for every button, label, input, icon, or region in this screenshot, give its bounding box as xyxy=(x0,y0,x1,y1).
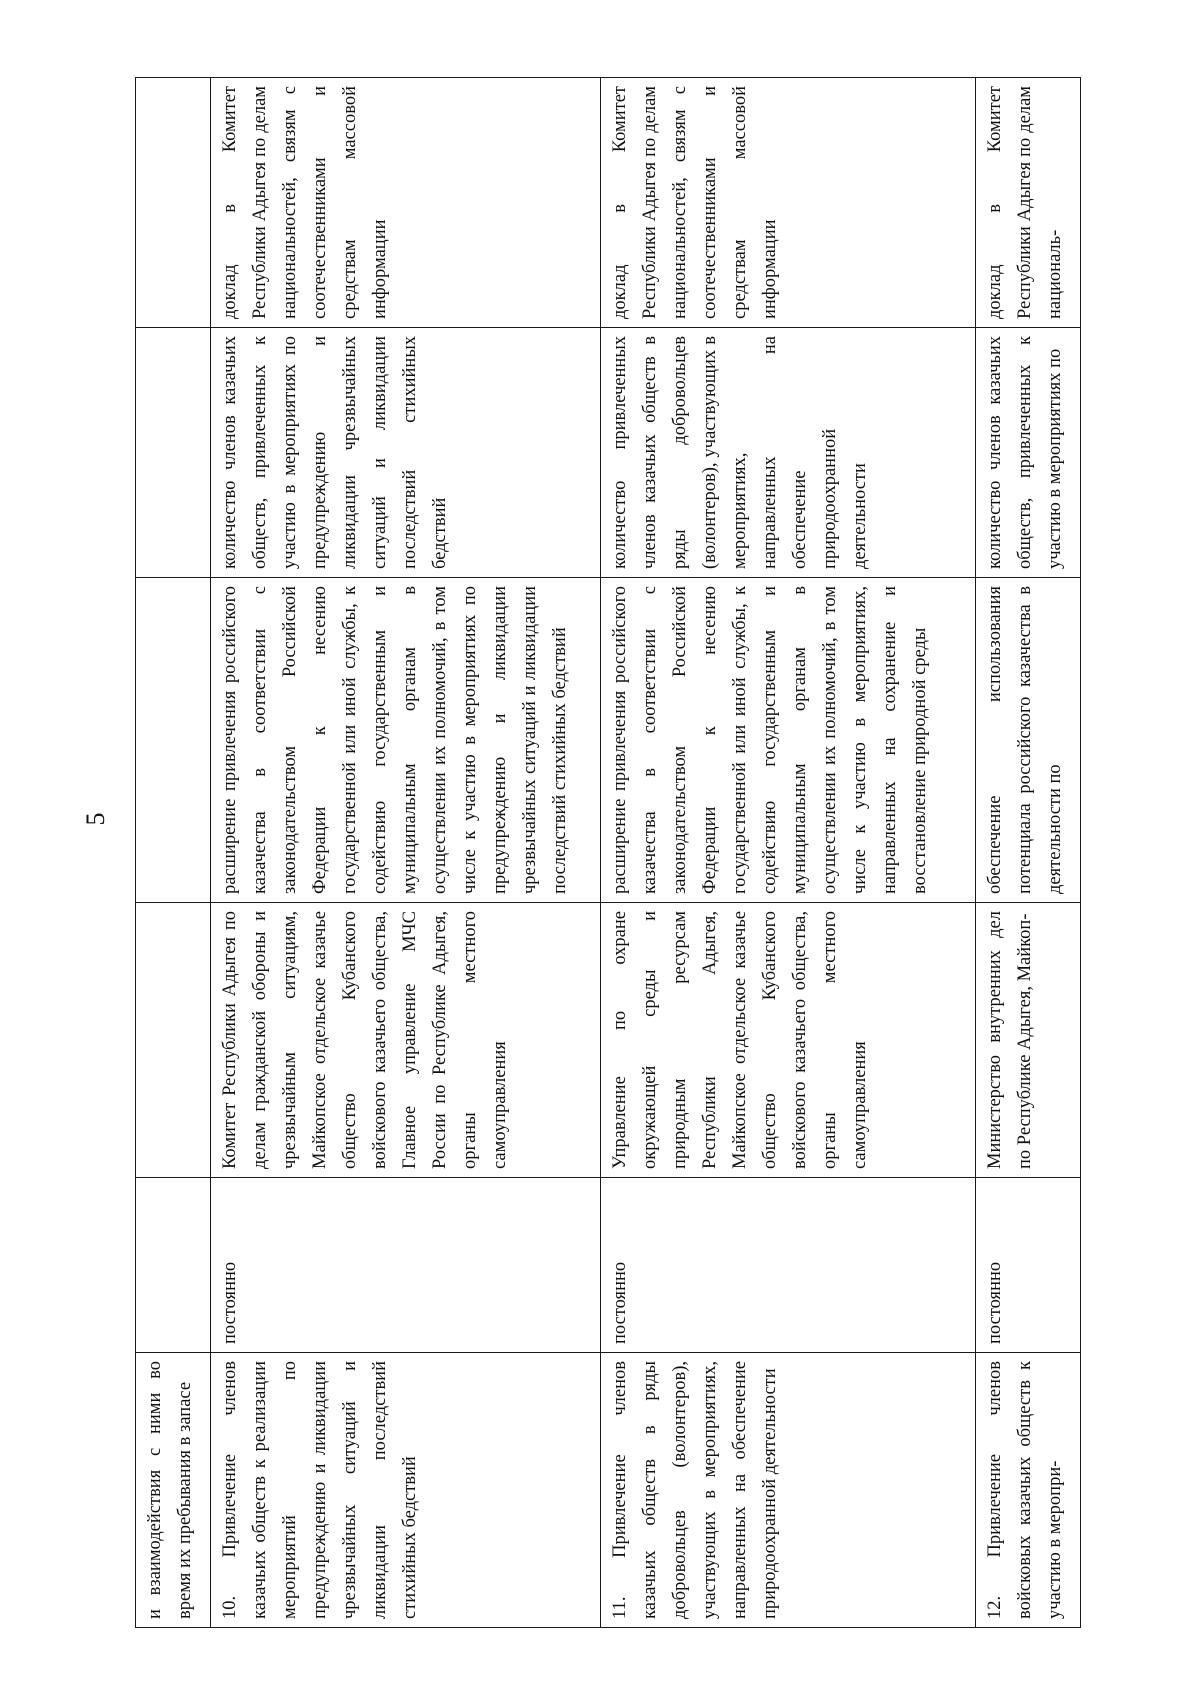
report-cell: доклад в Комитет Республики Адыгея по делам национальностей, связям с соотечественниками и средствам массовой информации xyxy=(211,78,601,328)
executors-cell: Министерство внутренних дел по Республике Адыгея, Майкоп- xyxy=(976,903,1081,1178)
executors-cell: Комитет Республики Адыгея по делам гражданской обороны и чрезвычайным ситуациям, Майкопское отдельское казачье общество Кубанского войскового казачьего общества, Главное управление МЧС России по Республике Адыгея, органы местного самоуправления xyxy=(211,903,601,1178)
result-cell: обеспечение использования потенциала российского казачества в деятельности по xyxy=(976,578,1081,903)
measures-table xyxy=(135,77,1081,1628)
report-cell xyxy=(136,78,211,328)
deadline-cell: постоянно xyxy=(211,1178,601,1353)
result-cell: расширение привлечения российского казачества в соответствии с законодательством Российской Федерации к несению государственной или иной службы, к содействию государственным и муниципальным органам в осуществлении их полномочий, в том числе к участию в мероприятиях, направленных на сохранение и восстановление природной среды xyxy=(601,578,976,903)
executors-cell xyxy=(136,903,211,1178)
deadline-cell: постоянно xyxy=(601,1178,976,1353)
indicator-cell xyxy=(136,328,211,578)
event-cell: 12. Привлечение членов войсковых казачьих обществ к участию в меропри- xyxy=(976,1353,1081,1628)
table-row-11 xyxy=(601,78,976,1628)
event-cell: 10. Привлечение членов казачьих обществ к реализации мероприятий по предупреждению и ликвидации чрезвычайных ситуаций и ликвидации последствий стихийных бедствий xyxy=(211,1353,601,1628)
report-cell: доклад в Комитет Республики Адыгея по делам националь- xyxy=(976,78,1081,328)
page-number: 5 xyxy=(81,812,110,826)
rotated-table-container xyxy=(135,78,1080,1628)
event-cell: 11. Привлечение членов казачьих обществ в ряды добровольцев (волонтеров), участвующих в мероприятиях, направленных на обеспечение природоохранной деятельности xyxy=(601,1353,976,1628)
table-row-10 xyxy=(211,78,601,1628)
table-row-continuation xyxy=(136,78,211,1628)
result-cell xyxy=(136,578,211,903)
deadline-cell xyxy=(136,1178,211,1353)
indicator-cell: количество членов казачьих обществ, привлеченных к участию в мероприятиях по xyxy=(976,328,1081,578)
deadline-cell: постоянно xyxy=(976,1178,1081,1353)
indicator-cell: количество привлеченных членов казачьих обществ в ряды добровольцев (волонтеров), участвующих в мероприятиях, направленных на обеспечение природоохранной деятельности xyxy=(601,328,976,578)
indicator-cell: количество членов казачьих обществ, привлеченных к участию в мероприятиях по предупреждению и ликвидации чрезвычайных ситуаций и ликвидации последствий стихийных бедствий xyxy=(211,328,601,578)
event-cell: и взаимодействия с ними во время их пребывания в запасе xyxy=(136,1353,211,1628)
executors-cell: Управление по охране окружающей среды и природным ресурсам Республики Адыгея, Майкопское отдельское казачье общество Кубанского войскового казачьего общества, органы местного самоуправления xyxy=(601,903,976,1178)
result-cell: расширение привлечения российского казачества в соответствии с законодательством Российской Федерации к несению государственной или иной службы, к содействию государственным и муниципальным органам в осуществлении их полномочий, в том числе к участию в мероприятиях по предупреждению и ликвидации чрезвычайных ситуаций и ликвидации последствий стихийных бедствий xyxy=(211,578,601,903)
table-row-12 xyxy=(976,78,1081,1628)
report-cell: доклад в Комитет Республики Адыгея по делам национальностей, связям с соотечественниками и средствам массовой информации xyxy=(601,78,976,328)
